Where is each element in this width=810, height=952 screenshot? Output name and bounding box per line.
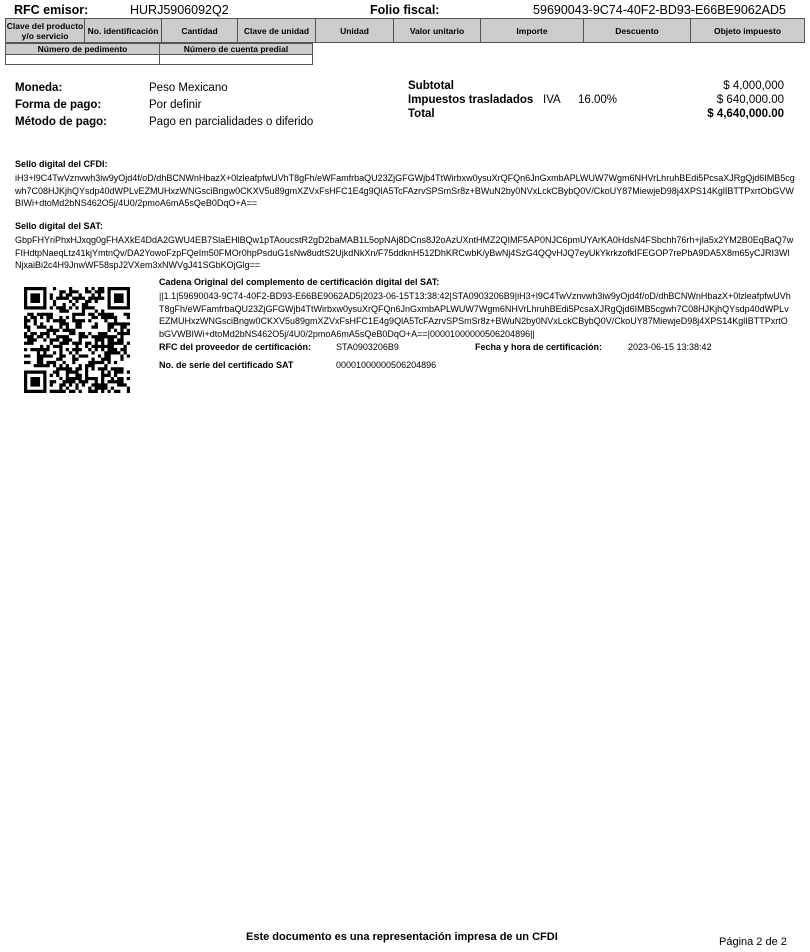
col-importe: Importe [481,19,584,43]
rfc-proveedor-value: STA0903206B9 [336,342,399,352]
forma-pago-value: Por definir [149,99,202,111]
serie-certificado-value: 00001000000506204896 [336,360,437,370]
page-number: Página 2 de 2 [719,936,787,948]
impuesto-name: IVA [543,94,561,106]
qr-code-icon [24,287,130,393]
col-clave-producto: Clave del producto y/o servicio [6,20,84,41]
metodo-pago-label: Método de pago: [15,116,107,128]
col-cuenta-predial: Número de cuenta predial [160,44,313,55]
folio-fiscal-value: 59690043-9C74-40F2-BD93-E66BE9062AD5 [533,3,786,17]
folio-fiscal-label: Folio fiscal: [370,3,440,17]
concept-table [5,18,805,43]
rfc-emisor-value: HURJ5906092Q2 [130,3,229,17]
subtotal-label: Subtotal [408,80,454,92]
fecha-certificacion-value: 2023-06-15 13:38:42 [628,342,712,352]
footer-note: Este documento es una representación impresa de un CFDI [246,931,558,943]
rfc-proveedor-label: RFC del proveedor de certificación: [159,342,312,352]
col-valor-unitario: Valor unitario [394,19,481,43]
col-unidad: Unidad [316,19,394,43]
metodo-pago-value: Pago en parcialidades o diferido [149,116,314,128]
serie-certificado-label: No. de serie del certificado SAT [159,360,294,370]
total-value: $ 4,640,000.00 [707,108,784,120]
impuestos-value: $ 640,000.00 [716,94,784,106]
cell-cuenta-predial [160,55,313,65]
col-objeto-impuesto: Objeto impuesto [691,19,805,43]
sello-sat-label: Sello digital del SAT: [15,221,103,231]
sello-sat-value: GbpFHYriPhxHJxqg0gFHAXkE4DdA2GWU4EB7SlaEHlBQw1pTAoucstR2gD2baMAB1L5opNAj8DCns8J2oAzUXntHMZ2QIMF5AP0NJC6pmUYArKA0HdsN4FSbchh76rh+jla5x2YM2B0EqBaQ7wFIHdtpNaeqLtz41kjYmtnQv/DA2YowoFzpFQeIm50FMOr0hpPsduG1sNw8udtS2UjkdNkXn/F75ddknH512DhKRCwbK/yBwNj4SzG4QQvHJQ7eyUkYkrkzofkIFEGOP7rePbA9DA5X8m65yCJRI3WlNjxaiBi2c4H9JnwWF58spJ2VXem3xNWVgJ41SGbKOjGlg== [15,235,794,270]
impuesto-rate: 16.00% [578,94,618,106]
col-no-identificacion: No. identificación [85,19,162,43]
cadena-original-label: Cadena Original del complemento de certificación digital del SAT: [159,277,440,287]
sello-cfdi-value: iH3+l9C4TwVznvwh3iw9yOjd4f/oD/dhBCNWnHbazX+0lzleafpfwUVhT8gFh/eWFamfrbaQU23ZjGFGWjb4TtWirbxw0ysuXrQFQn6JnGxmbAPLWUW7Wgm6NHVrLhruhBEdi5PcsaXJRgQjd6IMB5cgwh7C08HJKjhQYsdp40dWPLvEZMUHxzWNGsciBngw0CKXV5u89gmXZVxFsHFC1E4g9QlA5TcFAzrvSPSmSr8z+BWuN2by0NVxLckCBybQ0V/CkoUY87MiewjeD98j4XPS14KglIBTTPxrtObGVWBIWi+dtoMd2bNS462O5j/4U0/2pmoA6mA5sQeB0DqO+A== [15,173,795,208]
total-label: Total [408,108,435,120]
subtotal-value: $ 4,000,000 [723,80,784,92]
moneda-value: Peso Mexicano [149,82,228,94]
cell-numero-pedimento [6,55,160,65]
rfc-emisor-label: RFC emisor: [14,3,89,17]
pedimento-table [5,43,313,65]
col-numero-pedimento: Número de pedimento [6,44,160,55]
col-clave-unidad: Clave de unidad [238,19,316,43]
sello-cfdi-label: Sello digital del CFDI: [15,159,108,169]
cadena-original-value: ||1.1|59690043-9C74-40F2-BD93-E66BE9062AD5|2023-06-15T13:38:42|STA0903206B9|iH3+l9C4TwVznvwh3iw9yOjd4f/oD/dhBCNWnHbazX+0lzleafpfwUVhT8gFh/eWFamfrbaQU23ZjGFGWjb4TtWirbxw0ysuXrQFQn6JnGxmbAPLWUW7Wgm6NHVrLhruhBEdi5PcsaXJRgQjd6IMB5cgwh7C08HJKjhQYsdp40dWPLvEZMUHxzWNGsciBngw0CKXV5u89gmXZVxFsHFC1E4g9QlA5TcFAzrvSPSmSr8z+BWuN2by0NVxLckCBybQ0V/CkoUY87MiewjeD98j4XPS14KglIBTTPxrtObGVWBIWi+dtoMd2bNS462O5j/4U0/2pmoA6mA5sQeB0DqO+A==|00001000000506204896|| [159,291,791,339]
moneda-label: Moneda: [15,82,63,94]
col-cantidad: Cantidad [162,19,238,43]
impuestos-label: Impuestos trasladados [408,94,534,106]
col-descuento: Descuento [584,19,691,43]
forma-pago-label: Forma de pago: [15,99,102,111]
fecha-certificacion-label: Fecha y hora de certificación: [475,342,603,352]
